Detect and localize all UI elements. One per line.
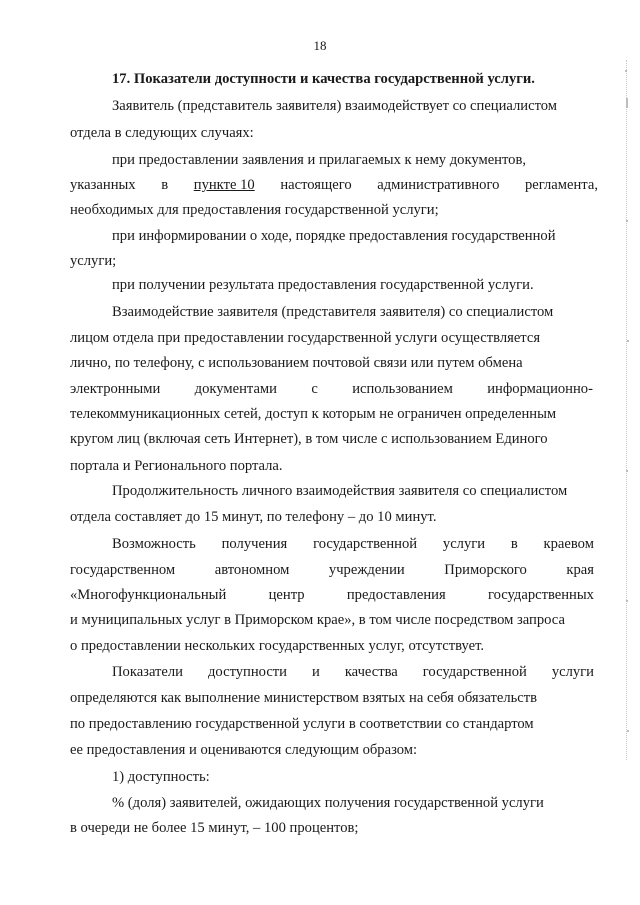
paragraph-line: портала и Регионального портала. [70, 458, 283, 474]
paragraph-line: лицом отдела при предоставлении государственной услуги осуществляется [70, 330, 541, 346]
word: краевом [543, 536, 594, 552]
word: услуги [551, 664, 594, 680]
paragraph-line: и муниципальных услуг в Приморском крае», в том числе посредством запроса [70, 612, 565, 628]
word: с [311, 381, 318, 397]
word: государственных [487, 587, 594, 603]
word: настоящего [280, 177, 352, 193]
word: государственной [313, 536, 418, 552]
list-heading: 1) доступность: [112, 769, 210, 785]
scan-dot [625, 70, 627, 72]
word: документами [194, 381, 277, 397]
scan-dot [626, 98, 628, 108]
word: Показатели [112, 664, 183, 680]
word: «Многофункциональный [70, 587, 227, 603]
scan-dot [627, 340, 629, 342]
word: получения [221, 536, 288, 552]
word: административного [377, 177, 500, 193]
paragraph-line: Взаимодействие заявителя (представителя заявителя) со специалистом [112, 304, 554, 320]
paragraph-line [112, 663, 594, 681]
paragraph-line [112, 535, 594, 553]
paragraph-line: телекоммуникационных сетей, доступ к которым не ограничен определенным [70, 406, 557, 422]
word: учреждении [328, 562, 405, 578]
word: в [510, 536, 518, 552]
scan-dot [626, 470, 628, 472]
word: доступности [208, 664, 287, 680]
scan-dot [626, 220, 628, 222]
scan-dot [627, 730, 629, 732]
paragraph-line [70, 561, 594, 579]
paragraph-line: % (доля) заявителей, ожидающих получения государственной услуги [112, 795, 544, 811]
list-item-line [70, 176, 598, 194]
word: указанных [70, 177, 136, 193]
word: края [566, 562, 594, 578]
word: услуги [442, 536, 486, 552]
paragraph-line [70, 586, 594, 604]
word: использованием [352, 381, 453, 397]
word: и [312, 664, 320, 680]
paragraph-line: отдела в следующих случаях: [70, 125, 254, 141]
word: центр [268, 587, 305, 603]
word: электронными [70, 381, 161, 397]
paragraph-line: кругом лиц (включая сеть Интернет), в том числе с использованием Единого [70, 431, 548, 447]
list-item-line: при предоставлении заявления и прилагаемых к нему документов, [112, 152, 527, 168]
list-item-line: услуги; [70, 253, 117, 269]
word: государственном [70, 562, 176, 578]
word: автономном [214, 562, 290, 578]
word: Приморского [444, 562, 527, 578]
word: государственной [422, 664, 527, 680]
list-item-line: при информировании о ходе, порядке предоставления государственной [112, 228, 556, 244]
paragraph-line: по предоставлению государственной услуги в соответствии со стандартом [70, 716, 534, 732]
word: регламента, [525, 177, 598, 193]
clause-reference-link[interactable]: пункте 10 [193, 177, 255, 193]
list-item-line: необходимых для предоставления государственной услуги; [70, 202, 439, 218]
paragraph-line: Заявитель (представитель заявителя) взаимодействует со специалистом [112, 98, 558, 114]
paragraph-line: в очереди не более 15 минут, – 100 процентов; [70, 820, 359, 836]
paragraph-line: отдела составляет до 15 минут, по телефону – до 10 минут. [70, 509, 437, 525]
scan-binding-marks [626, 60, 629, 760]
word: информационно- [487, 381, 593, 397]
paragraph-line: ее предоставления и оцениваются следующим образом: [70, 742, 418, 758]
word: предоставления [346, 587, 446, 603]
paragraph-line [70, 380, 593, 398]
paragraph-line: определяются как выполнение министерством взятых на себя обязательств [70, 690, 538, 706]
word: в [161, 177, 169, 193]
paragraph-line: лично, по телефону, с использованием почтовой связи или путем обмена [70, 355, 523, 371]
word: Возможность [112, 536, 196, 552]
scan-dot [626, 600, 628, 602]
paragraph-line: Продолжительность личного взаимодействия заявителя со специалистом [112, 483, 568, 499]
word: качества [344, 664, 398, 680]
page-number: 18 [313, 38, 327, 53]
section-heading: 17. Показатели доступности и качества государственной услуги. [112, 71, 535, 87]
paragraph-line: о предоставлении нескольких государственных услуг, отсутствует. [70, 638, 485, 654]
list-item-line: при получении результата предоставления государственной услуги. [112, 277, 534, 293]
